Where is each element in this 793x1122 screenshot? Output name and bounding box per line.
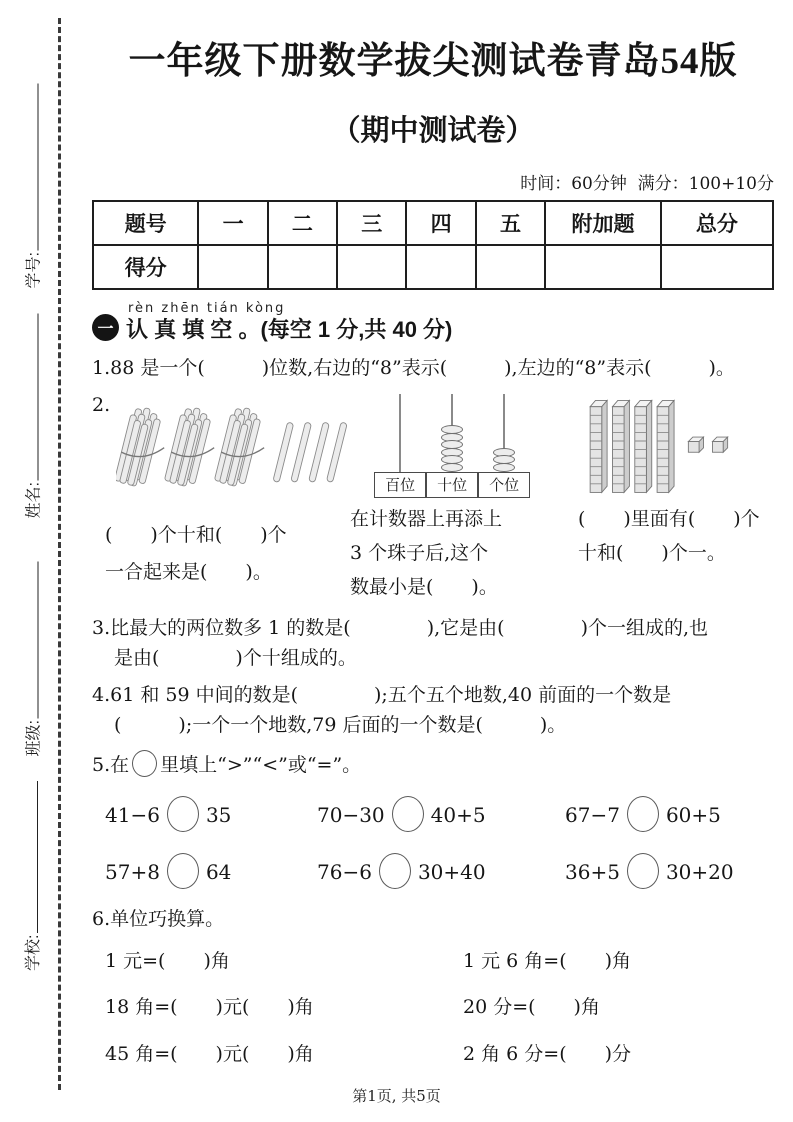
- question-1-text: 1.88 是一个( )位数,右边的“8”表示( ),左边的“8”表示( )。: [92, 357, 735, 380]
- score-table-header-cell: 附加题: [545, 201, 661, 245]
- score-empty-cell: [476, 245, 545, 289]
- comparison-item: [317, 853, 565, 889]
- question-5-items: [92, 796, 774, 889]
- class-label: 班级:: [25, 720, 43, 757]
- q4-line2: ( );一个一个地数,79 后面的一个数是( )。: [114, 713, 567, 736]
- place-label-hundreds: 百位: [374, 472, 426, 498]
- sticks-figure: [116, 402, 348, 496]
- section-pinyin: rèn zhēn tián kòng: [128, 301, 286, 316]
- counter-beads-tens: [441, 427, 463, 472]
- counter-bead: [493, 463, 515, 472]
- place-label-tens: 十位: [426, 472, 478, 498]
- margin-field-class: [14, 562, 44, 757]
- page-title: 一年级下册数学拔尖测试卷青岛54版: [128, 41, 738, 82]
- q2-col2-line2: 3 个珠子后,这个: [350, 541, 489, 564]
- question-2-figures: [92, 394, 774, 498]
- score-table-header-cell: 总分: [661, 201, 773, 245]
- counter-rod: [399, 394, 401, 473]
- score-label-cell: 得分: [93, 245, 198, 289]
- comparison-circle: [167, 853, 199, 889]
- q5-intro-pre: 5.在: [92, 754, 130, 777]
- comparison-item: [565, 853, 774, 889]
- question-6-items: [92, 947, 774, 1069]
- q2-col1-line1: ( )个十和( )个: [105, 523, 287, 546]
- expr-right: 60+5: [665, 803, 721, 828]
- ten-rods: [590, 400, 674, 492]
- test-paper: [92, 0, 774, 1069]
- score-table-header-cell: 四: [406, 201, 475, 245]
- score-empty-cell: [337, 245, 406, 289]
- expr-left: 70−30: [317, 803, 385, 828]
- counter-hundreds-column: [374, 394, 426, 498]
- counter-ones-column: [478, 394, 530, 498]
- comparison-circle: [167, 796, 199, 832]
- comparison-circle: [392, 796, 424, 832]
- expr-right: 64: [205, 860, 232, 885]
- question-6-title: 6.单位巧换算。: [92, 908, 225, 931]
- score-table-header-cell: 题号: [93, 201, 198, 245]
- expr-left: 57+8: [105, 860, 160, 885]
- q2-col2-line1: 在计数器上再添上: [350, 507, 503, 530]
- q2-col3-line2: 十和( )个一。: [578, 541, 726, 564]
- conversion-item: 1 元=( )角: [105, 949, 230, 972]
- score-table-header-cell: 二: [268, 201, 337, 245]
- question-4-text: [92, 681, 774, 740]
- conversion-item: 45 角=( )元( )角: [105, 1042, 314, 1065]
- question-6: [92, 905, 774, 1069]
- score-table-score-row: [93, 245, 773, 289]
- class-blank-line: [38, 562, 39, 719]
- score-empty-cell: [545, 245, 661, 289]
- section-title: 认 真 填 空 。(每空 1 分,共 40 分): [126, 317, 453, 342]
- student-id-label: 学号:: [25, 252, 43, 289]
- expr-left: 36+5: [565, 860, 620, 885]
- question-2-counter-text: [350, 502, 578, 605]
- q3-line1: 3.比最大的两位数多 1 的数是( ),它是由( )个一组成的,也: [92, 617, 709, 640]
- expr-left: 67−7: [565, 803, 620, 828]
- expr-right: 40+5: [430, 803, 486, 828]
- score-empty-cell: [661, 245, 773, 289]
- question-3-text: [92, 614, 774, 673]
- unit-cubes: [688, 437, 727, 452]
- question-5-intro: [92, 750, 774, 780]
- expr-right: 30+40: [417, 860, 486, 885]
- margin-field-name: [14, 314, 44, 519]
- counter-bead: [441, 463, 463, 472]
- comparison-item: [105, 796, 317, 832]
- expr-left: 76−6: [317, 860, 372, 885]
- question-2-blocks-text: [578, 502, 774, 605]
- conversion-item: 20 分=( )角: [463, 996, 600, 1019]
- exam-time-score-info: 时间：60分钟 满分：100+10分: [520, 174, 774, 194]
- comparison-item: [105, 853, 317, 889]
- q2-col1-line2: 一合起来是( )。: [105, 560, 272, 583]
- section-number-badge: 一: [92, 314, 119, 341]
- q4-line1: 4.61 和 59 中间的数是( );五个五个地数,40 前面的一个数是: [92, 684, 672, 707]
- name-blank-line: [38, 314, 39, 481]
- counter-beads-ones: [493, 449, 515, 472]
- place-value-counter: [374, 394, 530, 498]
- question-2-number: 2.: [92, 393, 111, 416]
- score-empty-cell: [268, 245, 337, 289]
- comparison-circle: [627, 853, 659, 889]
- expr-right: 35: [205, 803, 232, 828]
- score-table-header-cell: 五: [476, 201, 545, 245]
- score-table: [92, 200, 774, 290]
- section-1-header: [92, 302, 774, 342]
- question-5: [92, 750, 774, 889]
- score-empty-cell: [198, 245, 267, 289]
- margin-field-student-id: [14, 84, 44, 289]
- conversion-item: 1 元 6 角=( )角: [463, 949, 632, 972]
- score-table-header-row: [93, 201, 773, 245]
- school-label: 学校:: [25, 934, 43, 971]
- comparison-circle: [379, 853, 411, 889]
- question-2-texts: [92, 502, 774, 605]
- comparison-circle: [627, 796, 659, 832]
- page-footer: 第1页, 共5页: [352, 1087, 441, 1105]
- single-sticks: [273, 422, 347, 482]
- score-table-header-cell: 一: [198, 201, 267, 245]
- q2-col3-line1: ( )里面有( )个: [578, 507, 760, 530]
- expr-right: 30+20: [665, 860, 734, 885]
- conversion-item: 18 角=( )元( )角: [105, 996, 314, 1019]
- name-label: 姓名:: [25, 482, 43, 519]
- school-blank-line: [37, 781, 38, 933]
- fold-dashed-line: [58, 18, 61, 1090]
- comparison-item: [565, 796, 774, 832]
- base-ten-blocks-figure: [582, 396, 734, 496]
- comparison-item: [317, 796, 565, 832]
- q5-intro-post: 里填上“>”“<”或“=”。: [160, 754, 362, 777]
- margin-field-school: [13, 781, 43, 971]
- score-table-header-cell: 三: [337, 201, 406, 245]
- counter-tens-column: [426, 394, 478, 498]
- q3-line2: 是由( )个十组成的。: [114, 646, 357, 669]
- comparison-circle-example: [132, 750, 157, 777]
- expr-left: 41−6: [105, 803, 160, 828]
- stick-bundles: [116, 405, 264, 489]
- conversion-item: 2 角 6 分=( )分: [463, 1042, 632, 1065]
- page-subtitle: （期中测试卷）: [331, 115, 535, 147]
- score-empty-cell: [406, 245, 475, 289]
- place-label-ones: 个位: [478, 472, 530, 498]
- student-id-blank-line: [38, 84, 39, 251]
- q2-col2-line3: 数最小是( )。: [350, 576, 498, 599]
- question-2-sticks-text: [105, 517, 350, 605]
